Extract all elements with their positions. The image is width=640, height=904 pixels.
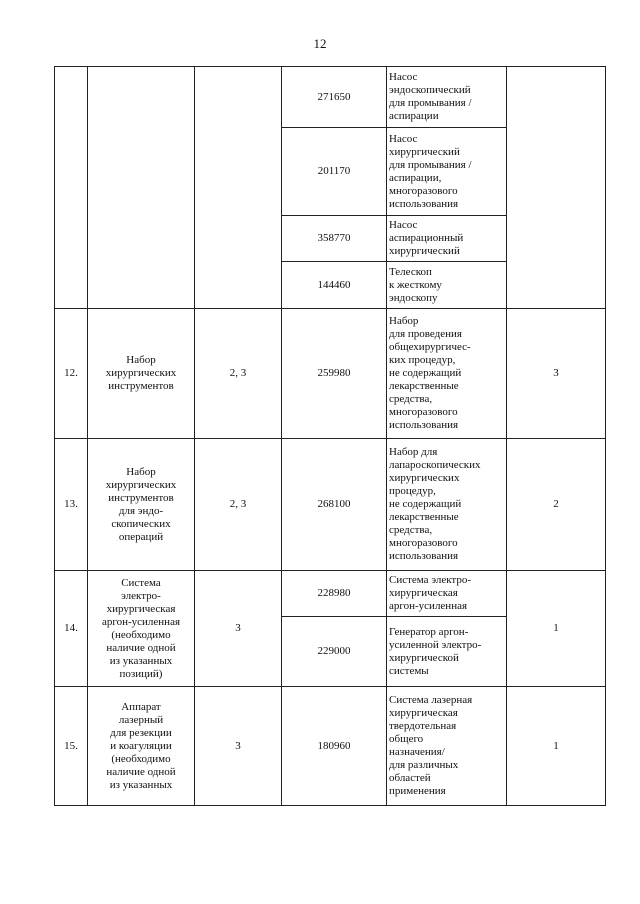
item-code-cell: 268100: [282, 439, 387, 571]
item-description-cell: Система электро- хирургическая аргон-усиленная: [387, 571, 507, 617]
row-requirement-cell: 2, 3: [195, 439, 282, 571]
item-description-cell: Генератор аргон- усиленной электро- хирургической системы: [387, 617, 507, 687]
table-row: [55, 309, 606, 439]
page-number: 12: [313, 36, 327, 51]
row-number-cell: 12.: [55, 309, 88, 439]
item-description-cell: Система лазерная хирургическая твердотельная общего назначения/ для различных областей применения: [387, 687, 507, 806]
item-description-cell: Набор для лапароскопических хирургических процедур, не содержащий лекарственные средства, многоразового использования: [387, 439, 507, 571]
item-description-cell: Телескоп к жесткому эндоскопу: [387, 262, 507, 309]
item-code-cell: 229000: [282, 617, 387, 687]
item-code-cell: 358770: [282, 216, 387, 262]
item-code-cell: 180960: [282, 687, 387, 806]
row-requirement-cell: 3: [195, 571, 282, 687]
table-row: [55, 687, 606, 806]
table-row: [55, 439, 606, 571]
row-quantity-cell: [507, 67, 606, 309]
row-quantity-cell: 2: [507, 439, 606, 571]
item-description-cell: Насос эндоскопический для промывания / аспирации: [387, 67, 507, 128]
row-requirement-cell: 2, 3: [195, 309, 282, 439]
row-number-cell: 14.: [55, 571, 88, 687]
row-name-cell: [88, 67, 195, 309]
row-requirement-cell: 3: [195, 687, 282, 806]
item-code-cell: 259980: [282, 309, 387, 439]
item-code-cell: 228980: [282, 571, 387, 617]
row-number-cell: 15.: [55, 687, 88, 806]
row-name-cell: Набор хирургических инструментов: [88, 309, 195, 439]
item-code-cell: 144460: [282, 262, 387, 309]
item-description-cell: Насос аспирационный хирургический: [387, 216, 507, 262]
row-name-cell: Набор хирургических инструментов для эндо- скопических операций: [88, 439, 195, 571]
item-description-cell: Набор для проведения общехирургичес- ких процедур, не содержащий лекарственные средства, многоразового использования: [387, 309, 507, 439]
row-number-cell: 13.: [55, 439, 88, 571]
equipment-table: [54, 66, 606, 806]
row-requirement-cell: [195, 67, 282, 309]
row-name-cell: Система электро- хирургическая аргон-усиленная (необходимо наличие одной из указанных позиций): [88, 571, 195, 687]
row-number-cell: [55, 67, 88, 309]
row-quantity-cell: 3: [507, 309, 606, 439]
item-code-cell: 201170: [282, 128, 387, 216]
row-quantity-cell: 1: [507, 571, 606, 687]
item-code-cell: 271650: [282, 67, 387, 128]
row-quantity-cell: 1: [507, 687, 606, 806]
table-row: [55, 571, 606, 617]
table-row: [55, 67, 606, 128]
row-name-cell: Аппарат лазерный для резекции и коагуляции (необходимо наличие одной из указанных: [88, 687, 195, 806]
item-description-cell: Насос хирургический для промывания / аспирации, многоразового использования: [387, 128, 507, 216]
